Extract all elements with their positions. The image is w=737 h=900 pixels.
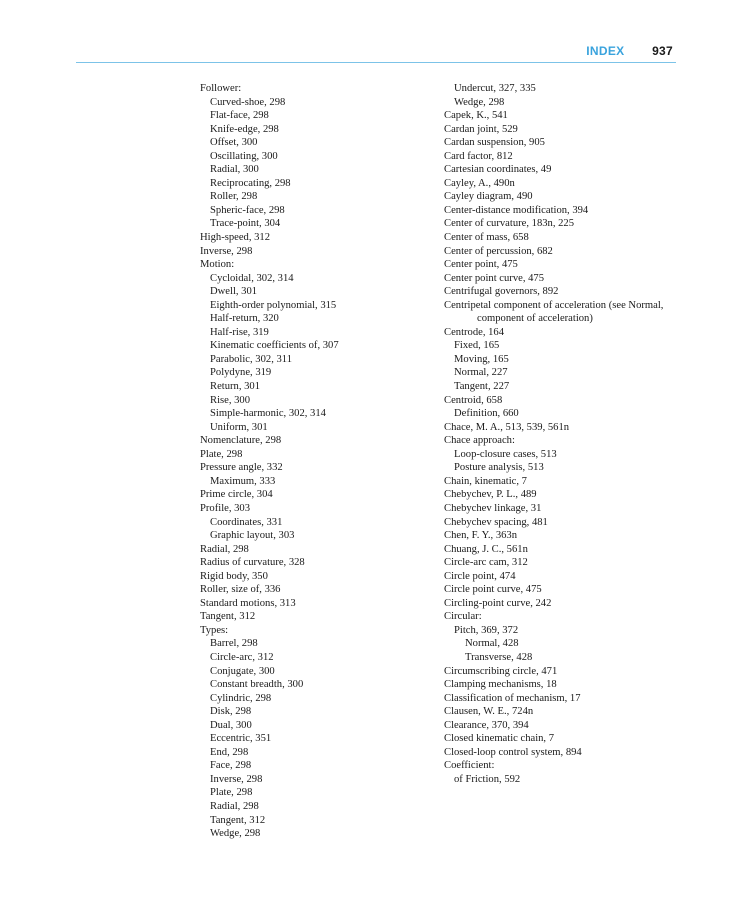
index-subentry: Cycloidal, 302, 314 [210,272,294,284]
index-subentry: component of acceleration) [477,313,593,325]
index-entry: Circle point curve, 475 [444,584,542,596]
index-entry: Clausen, W. E., 724n [444,706,534,718]
index-column-left [200,82,430,841]
header-rule [76,62,676,63]
index-subentry: Half-rise, 319 [210,326,269,338]
index-subentry: Constant breadth, 300 [210,679,304,691]
index-entry: Follower: [200,83,242,94]
index-subentry: Knife-edge, 298 [210,123,279,135]
index-subentry: End, 298 [210,746,249,758]
index-subentry: Face, 298 [210,760,252,772]
index-entry: High-speed, 312 [200,232,271,244]
index-entry: Center-distance modification, 394 [444,204,589,216]
index-subentry: Parabolic, 302, 311 [210,353,292,365]
index-subentry: Pitch, 369, 372 [454,624,519,636]
index-subentry: Plate, 298 [210,787,253,799]
index-subentry: of Friction, 592 [454,773,521,785]
index-entry: Center point curve, 475 [444,272,545,284]
index-subentry: Trace-point, 304 [210,218,281,230]
index-entry: Cayley, A., 490n [444,177,515,189]
index-subentry: Barrel, 298 [210,638,258,650]
index-subentry: Wedge, 298 [210,828,261,840]
index-subentry: Radial, 298 [210,800,259,812]
index-subentry: Half-return, 320 [210,313,279,325]
index-subentry: Circle-arc, 312 [210,651,274,663]
index-entry: Cayley diagram, 490 [444,191,533,203]
index-entry: Cardan suspension, 905 [444,137,545,149]
index-subentry: Definition, 660 [454,408,519,420]
index-subentry: Moving, 165 [454,353,509,365]
index-subentry: Loop-closure cases, 513 [454,448,557,460]
index-entry: Circle point, 474 [444,570,516,582]
index-entry: Classification of mechanism, 17 [444,692,581,704]
index-subentry: Rise, 300 [210,394,251,406]
index-subentry: Uniform, 301 [210,421,268,433]
index-entry: Center of percussion, 682 [444,245,553,257]
index-subentry: Polydyne, 319 [210,367,272,379]
index-subentry: Eccentric, 351 [210,733,272,745]
index-entry: Chebychev, P. L., 489 [444,489,537,501]
index-entry: Closed kinematic chain, 7 [444,733,555,745]
index-subentry: Normal, 227 [454,367,508,379]
index-entry: Clamping mechanisms, 18 [444,679,557,691]
page-number: 937 [652,44,673,58]
index-entry: Rigid body, 350 [200,570,268,582]
index-entry: Prime circle, 304 [200,489,273,501]
index-subentry: Wedge, 298 [454,96,505,108]
index-subentry: Flat-face, 298 [210,110,269,122]
index-subentry: Normal, 428 [465,638,519,650]
index-subentry: Disk, 298 [210,706,252,718]
index-subentry: Dwell, 301 [210,286,258,298]
index-entry: Cartesian coordinates, 49 [444,164,552,176]
index-entry: Pressure angle, 332 [200,462,283,474]
index-subentry: Posture analysis, 513 [454,462,544,474]
index-entry: Motion: [200,259,235,271]
index-entry: Chebychev spacing, 481 [444,516,548,528]
running-header [586,44,673,58]
index-entry: Types: [200,624,229,636]
index-subentry: Radial, 300 [210,164,259,176]
index-entry: Center of mass, 658 [444,232,529,244]
index-entry: Inverse, 298 [200,245,253,257]
index-entry: Cardan joint, 529 [444,123,518,135]
index-entry: Circle-arc cam, 312 [444,557,528,569]
index-entry: Centroid, 658 [444,394,503,406]
index-entry: Chen, F. Y., 363n [444,530,518,542]
index-subentry: Offset, 300 [210,137,258,149]
index-subentry: Spheric-face, 298 [210,204,285,216]
index-entry: Card factor, 812 [444,150,513,162]
index-entry: Circling-point curve, 242 [444,597,552,609]
index-entry: Chace, M. A., 513, 539, 561n [444,421,570,433]
index-subentry: Reciprocating, 298 [210,177,291,189]
index-entry: Clearance, 370, 394 [444,719,529,731]
index-subentry: Dual, 300 [210,719,252,731]
index-subentry: Kinematic coefficients of, 307 [210,340,339,352]
index-entry: Chace approach: [444,435,515,447]
index-entry: Roller, size of, 336 [200,584,281,596]
index-subentry: Coordinates, 331 [210,516,283,528]
index-entry: Center point, 475 [444,259,518,271]
index-entry: Nomenclature, 298 [200,435,282,447]
index-subentry: Roller, 298 [210,191,258,203]
index-entry: Chebychev linkage, 31 [444,502,542,514]
index-entry: Tangent, 312 [200,611,256,623]
index-subentry: Transverse, 428 [465,651,533,663]
index-subentry: Curved-shoe, 298 [210,96,286,108]
index-subentry: Graphic layout, 303 [210,530,295,542]
index-entry: Radial, 298 [200,543,249,555]
index-entry: Centrifugal governors, 892 [444,286,559,298]
index-subentry: Maximum, 333 [210,475,276,487]
index-subentry: Tangent, 312 [210,814,266,826]
index-entry: Capek, K., 541 [444,110,508,122]
index-entry: Centrode, 164 [444,326,505,338]
index-entry: Plate, 298 [200,448,243,460]
index-subentry: Conjugate, 300 [210,665,275,677]
index-entry: Closed-loop control system, 894 [444,746,582,758]
index-subentry: Oscillating, 300 [210,150,278,162]
index-subentry: Fixed, 165 [454,340,500,352]
index-entry: Standard motions, 313 [200,597,296,609]
index-subentry: Return, 301 [210,381,261,393]
index-entry: Circular: [444,611,482,623]
index-subentry: Simple-harmonic, 302, 314 [210,408,326,420]
index-subentry: Undercut, 327, 335 [454,83,536,94]
index-entry: Chain, kinematic, 7 [444,475,527,487]
index-subentry: Inverse, 298 [210,773,263,785]
index-subentry: Eighth-order polynomial, 315 [210,299,337,311]
section-label: INDEX [586,44,625,58]
index-subentry: Tangent, 227 [454,381,510,393]
index-column-right [444,82,684,786]
index-entry: Profile, 303 [200,502,251,514]
index-subentry: Cylindric, 298 [210,692,272,704]
index-entry: Circumscribing circle, 471 [444,665,558,677]
index-entry: Center of curvature, 183n, 225 [444,218,575,230]
index-entry: Coefficient: [444,760,495,772]
index-entry: Chuang, J. C., 561n [444,543,528,555]
index-entry: Centripetal component of acceleration (see Normal, [444,299,664,311]
index-entry: Radius of curvature, 328 [200,557,305,569]
